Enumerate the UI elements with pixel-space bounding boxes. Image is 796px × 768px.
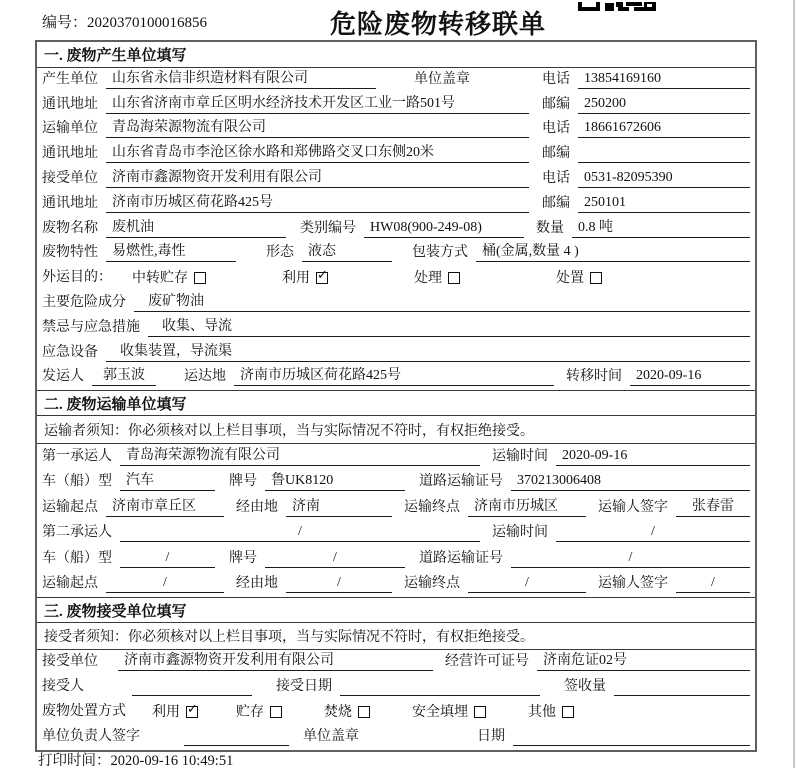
receiver-notice: 接受者须知：你必须核对以上栏目事项，当与实际情况不符时，有权拒绝接受。 xyxy=(37,623,755,650)
incinerate-checkbox xyxy=(358,706,370,718)
generator-phone-value: 13854169160 xyxy=(578,69,750,89)
print-time-label: 打印时间： xyxy=(38,753,111,768)
carrier2-time-value: / xyxy=(556,522,750,542)
zip-label: 邮编 xyxy=(542,96,570,112)
sender-row xyxy=(37,366,755,391)
plate-label: 牌号 xyxy=(229,550,257,566)
carrier1-label: 第一承运人 xyxy=(42,448,112,464)
via-label: 经由地 xyxy=(236,576,278,592)
disposal-method-row xyxy=(37,700,755,725)
package-value: 桶(金属,数量 4 ) xyxy=(476,242,750,262)
destination-value: 济南市历城区荷花路425号 xyxy=(234,366,554,386)
carrier1-via-value: 济南 xyxy=(286,497,392,517)
carrier2-plate-value: / xyxy=(265,548,405,568)
transfer-time-value: 2020-09-16 xyxy=(630,366,750,386)
vehicle-type-label: 车（船）型 xyxy=(42,550,112,566)
page-edge-line xyxy=(793,0,795,768)
emergency-equipment-label: 应急设备 xyxy=(42,344,98,360)
transporter-unit-value: 青岛海荣源物流有限公司 xyxy=(106,118,529,138)
generator-unit-value: 山东省永信非织造材料有限公司 xyxy=(106,69,376,89)
generator-unit-row xyxy=(37,68,755,93)
utilize-checkbox xyxy=(316,272,328,284)
transporter-zip-value xyxy=(578,144,750,163)
carrier1-sign-value: 张春雷 xyxy=(676,497,750,517)
waste-name-label: 废物名称 xyxy=(42,220,98,236)
carrier2-row xyxy=(37,521,755,547)
address-label: 通讯地址 xyxy=(42,146,98,162)
treat-checkbox xyxy=(448,272,460,284)
permit-number-label: 经营许可证号 xyxy=(445,654,529,670)
transporter-address-value: 山东省青岛市李沧区徐水路和郑佛路交叉口东侧20米 xyxy=(106,143,529,163)
disposal-option-incinerate-label: 焚烧 xyxy=(324,705,352,721)
physical-form-value: 液态 xyxy=(302,242,392,262)
disposal-option-utilize-label: 利用 xyxy=(152,705,180,721)
leader-sign-value xyxy=(184,727,289,746)
phone-label: 电话 xyxy=(542,170,570,186)
receiver-phone-value: 0531-82095390 xyxy=(578,168,750,188)
section1-header: 一. 废物产生单位填写 xyxy=(37,42,755,68)
accept-date-label: 接受日期 xyxy=(276,679,332,695)
carrier1-value: 青岛海荣源物流有限公司 xyxy=(120,446,480,466)
leader-sign-label: 单位负责人签字 xyxy=(42,729,140,745)
quantity-label: 数量 xyxy=(536,220,564,236)
carrier2-route-row xyxy=(37,572,755,598)
seal-date-value xyxy=(513,727,750,746)
carrier-sign-label: 运输人签字 xyxy=(598,499,668,515)
waste-name-row xyxy=(37,217,755,242)
generator-zip-value: 250200 xyxy=(578,94,750,114)
plate-label: 牌号 xyxy=(229,474,257,490)
accept-date-value xyxy=(340,677,540,696)
purpose-label: 外运目的： xyxy=(42,270,112,286)
other-checkbox xyxy=(562,706,574,718)
print-time-value: 2020-09-16 10:49:51 xyxy=(110,753,234,768)
terminus-label: 运输终点 xyxy=(404,576,460,592)
carrier1-time-value: 2020-09-16 xyxy=(556,446,750,466)
transfer-storage-checkbox xyxy=(194,272,206,284)
disposal-option-utilize xyxy=(152,701,198,721)
dispose-checkbox xyxy=(590,272,602,284)
serial-label: 编号： xyxy=(42,15,88,31)
transport-time-label: 运输时间 xyxy=(492,525,548,541)
carrier2-value: / xyxy=(120,522,480,542)
transport-time-label: 运输时间 xyxy=(492,448,548,464)
accept-unit-value: 济南市鑫源物资开发利用有限公司 xyxy=(118,651,433,671)
serial-value: 2020370100016856 xyxy=(87,15,208,31)
leader-sign-row xyxy=(37,725,755,750)
waste-character-label: 废物特性 xyxy=(42,245,98,261)
sender-label: 发运人 xyxy=(42,369,84,385)
permit-number-value: 济南危证02号 xyxy=(537,651,750,671)
acceptor-label: 接受人 xyxy=(42,679,84,695)
purpose-option-transfer-label: 中转贮存 xyxy=(132,271,188,287)
purpose-option-transfer xyxy=(132,267,206,287)
vehicle-type-label: 车（船）型 xyxy=(42,474,112,490)
quantity-value: 0.8 吨 xyxy=(572,218,750,238)
package-label: 包装方式 xyxy=(412,245,468,261)
receiver-unit-row xyxy=(37,167,755,192)
receiver-unit-label: 接受单位 xyxy=(42,170,98,186)
generator-address-row xyxy=(37,93,755,118)
accept-unit-label: 接受单位 xyxy=(42,654,98,670)
carrier2-sign-value: / xyxy=(676,573,750,593)
store-checkbox xyxy=(270,706,282,718)
carrier1-route-row xyxy=(37,495,755,521)
carrier1-vehicle-value: 汽车 xyxy=(120,471,215,491)
acceptor-value xyxy=(132,677,252,696)
receiver-address-row xyxy=(37,192,755,217)
transporter-unit-label: 运输单位 xyxy=(42,121,98,137)
qr-code-fragment xyxy=(578,0,658,16)
destination-label: 运达地 xyxy=(184,369,226,385)
section2-header: 二. 废物运输单位填写 xyxy=(37,390,755,416)
disposal-option-landfill-label: 安全填埋 xyxy=(412,705,468,721)
carrier2-vehicle-value: / xyxy=(120,548,215,568)
purpose-option-dispose xyxy=(556,267,602,287)
phone-label: 电话 xyxy=(542,71,570,87)
date-label: 日期 xyxy=(477,729,505,745)
transporter-address-row xyxy=(37,142,755,167)
serial-number xyxy=(42,11,207,32)
waste-name-value: 废机油 xyxy=(106,218,286,238)
road-permit-label: 道路运输证号 xyxy=(419,474,503,490)
purpose-option-utilize xyxy=(282,267,328,287)
purpose-option-treat xyxy=(414,267,460,287)
transporter-notice: 运输者须知：你必须核对以上栏目事项，当与实际情况不符时，有权拒绝接受。 xyxy=(37,416,755,444)
phone-label: 电话 xyxy=(542,121,570,137)
unit-seal-label: 单位盖章 xyxy=(414,71,470,87)
purpose-option-treat-label: 处理 xyxy=(414,271,442,287)
carrier1-plate-value: 鲁UK8120 xyxy=(265,471,405,491)
waste-character-value: 易燃性,毒性 xyxy=(106,242,236,262)
purpose-option-dispose-label: 处置 xyxy=(556,271,584,287)
section3-header: 三. 废物接受单位填写 xyxy=(37,597,755,623)
disposal-method-label: 废物处置方式 xyxy=(42,704,126,720)
page-title: 危险废物转移联单 xyxy=(330,10,547,39)
unit-seal-label: 单位盖章 xyxy=(303,729,359,745)
origin-label: 运输起点 xyxy=(42,499,98,515)
generator-address-value: 山东省济南市章丘区明水经济技术开发区工业一路501号 xyxy=(106,94,529,114)
waste-character-row xyxy=(37,242,755,267)
transfer-time-label: 转移时间 xyxy=(566,369,622,385)
hazard-row xyxy=(37,291,755,316)
utilize-checkbox xyxy=(186,706,198,718)
hazard-label: 主要危险成分 xyxy=(42,294,126,310)
disposal-option-store xyxy=(236,701,282,721)
origin-label: 运输起点 xyxy=(42,576,98,592)
address-label: 通讯地址 xyxy=(42,96,98,112)
carrier1-vehicle-row xyxy=(37,470,755,496)
emergency-equipment-value: 收集装置，导流渠 xyxy=(106,342,750,362)
physical-form-label: 形态 xyxy=(266,245,294,261)
via-label: 经由地 xyxy=(236,499,278,515)
sender-value: 郭玉波 xyxy=(92,366,156,386)
received-amount-label: 签收量 xyxy=(564,679,606,695)
carrier1-terminus-value: 济南市历城区 xyxy=(468,497,586,517)
carrier1-origin-value: 济南市章丘区 xyxy=(106,497,224,517)
emergency-measures-label: 禁忌与应急措施 xyxy=(42,319,140,335)
disposal-option-incinerate xyxy=(324,701,370,721)
landfill-checkbox xyxy=(474,706,486,718)
receiver-address-value: 济南市历城区荷花路425号 xyxy=(106,193,529,213)
purpose-row xyxy=(37,266,755,291)
transporter-unit-row xyxy=(37,118,755,143)
carrier1-permit-value: 370213006408 xyxy=(511,471,750,491)
carrier2-permit-value: / xyxy=(511,548,750,568)
receiver-unit-value: 济南市鑫源物资开发利用有限公司 xyxy=(106,168,529,188)
address-label: 通讯地址 xyxy=(42,195,98,211)
accept-unit-row xyxy=(37,650,755,675)
form-table xyxy=(35,40,757,752)
road-permit-label: 道路运输证号 xyxy=(419,550,503,566)
zip-label: 邮编 xyxy=(542,195,570,211)
disposal-option-other xyxy=(528,701,574,721)
acceptor-row xyxy=(37,675,755,700)
emergency-equipment-row xyxy=(37,341,755,366)
carrier2-origin-value: / xyxy=(106,573,224,593)
print-time xyxy=(38,749,233,768)
carrier2-vehicle-row xyxy=(37,546,755,572)
carrier2-terminus-value: / xyxy=(468,573,586,593)
disposal-option-other-label: 其他 xyxy=(528,705,556,721)
category-code-value: HW08(900-249-08) xyxy=(364,218,524,238)
carrier2-label: 第二承运人 xyxy=(42,525,112,541)
disposal-option-store-label: 贮存 xyxy=(236,705,264,721)
received-amount-value xyxy=(614,677,750,696)
transporter-phone-value: 18661672606 xyxy=(578,118,750,138)
receiver-zip-value: 250101 xyxy=(578,193,750,213)
generator-unit-label: 产生单位 xyxy=(42,71,98,87)
emergency-measures-row xyxy=(37,316,755,341)
emergency-measures-value: 收集、导流 xyxy=(148,317,750,337)
carrier-sign-label: 运输人签字 xyxy=(598,576,668,592)
hazard-value: 废矿物油 xyxy=(134,292,750,312)
carrier1-row xyxy=(37,444,755,470)
carrier2-via-value: / xyxy=(286,573,392,593)
zip-label: 邮编 xyxy=(542,146,570,162)
category-code-label: 类别编号 xyxy=(300,220,356,236)
disposal-option-landfill xyxy=(412,701,486,721)
terminus-label: 运输终点 xyxy=(404,499,460,515)
purpose-option-utilize-label: 利用 xyxy=(282,271,310,287)
